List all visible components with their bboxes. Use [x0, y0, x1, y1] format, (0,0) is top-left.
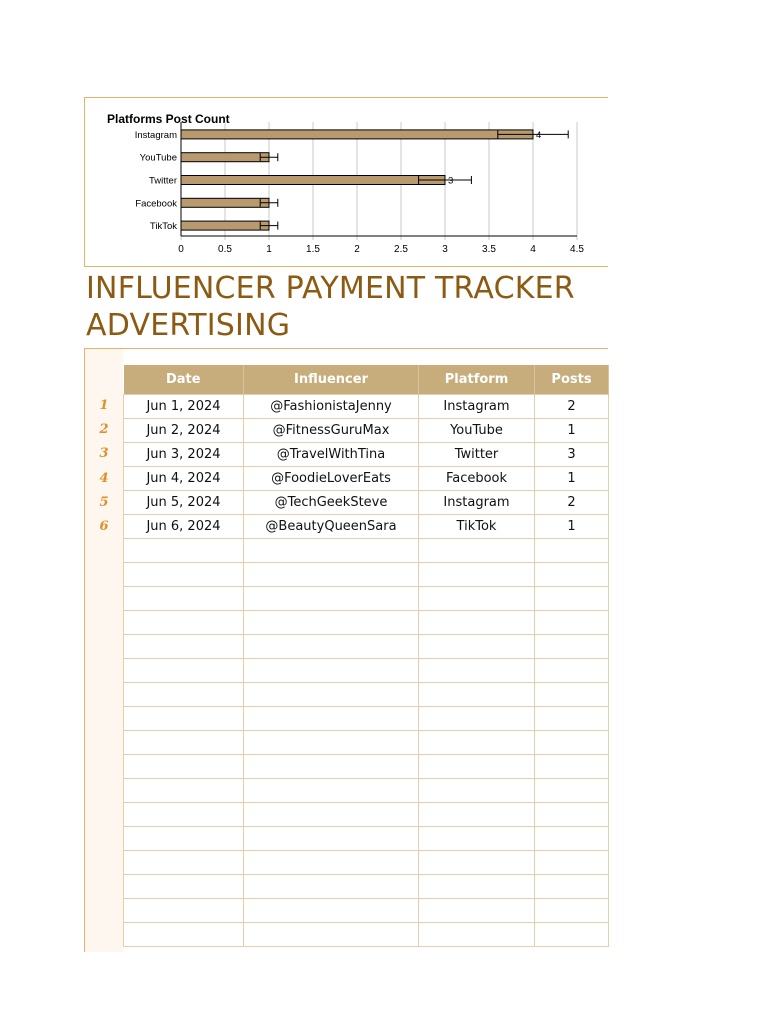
- cell-date[interactable]: Jun 1, 2024: [124, 395, 244, 419]
- empty-cell[interactable]: [244, 899, 419, 923]
- cell-posts[interactable]: 1: [535, 419, 609, 443]
- empty-cell[interactable]: [419, 851, 535, 875]
- empty-cell[interactable]: [419, 539, 535, 563]
- empty-cell[interactable]: [124, 587, 244, 611]
- empty-cell[interactable]: [124, 683, 244, 707]
- empty-cell[interactable]: [419, 803, 535, 827]
- bar: [181, 176, 445, 185]
- table-row[interactable]: [124, 515, 609, 539]
- y-category-label: TikTok: [149, 221, 177, 233]
- empty-cell[interactable]: [244, 875, 419, 899]
- table-row[interactable]: [124, 419, 609, 443]
- empty-cell[interactable]: [244, 707, 419, 731]
- empty-cell[interactable]: [419, 587, 535, 611]
- bar: [181, 153, 269, 162]
- empty-cell[interactable]: [535, 635, 609, 659]
- empty-cell[interactable]: [419, 635, 535, 659]
- column-header-date[interactable]: Date: [124, 365, 244, 395]
- empty-cell[interactable]: [419, 899, 535, 923]
- cell-influencer[interactable]: @FashionistaJenny: [244, 395, 419, 419]
- empty-table-row[interactable]: [124, 755, 609, 779]
- cell-date[interactable]: Jun 6, 2024: [124, 515, 244, 539]
- empty-table-row[interactable]: [124, 539, 609, 563]
- cell-date[interactable]: Jun 2, 2024: [124, 419, 244, 443]
- empty-table-row[interactable]: [124, 587, 609, 611]
- y-category-label: YouTube: [139, 152, 177, 164]
- x-tick-label: 3.5: [482, 244, 496, 255]
- empty-table-row[interactable]: [124, 563, 609, 587]
- empty-table-row[interactable]: [124, 923, 609, 947]
- empty-cell[interactable]: [124, 659, 244, 683]
- empty-cell[interactable]: [244, 803, 419, 827]
- empty-cell[interactable]: [419, 755, 535, 779]
- empty-cell[interactable]: [535, 539, 609, 563]
- empty-cell[interactable]: [124, 755, 244, 779]
- empty-cell[interactable]: [124, 539, 244, 563]
- empty-cell[interactable]: [419, 707, 535, 731]
- bar: [181, 130, 533, 139]
- column-header-posts[interactable]: Posts: [535, 365, 609, 395]
- empty-cell[interactable]: [535, 587, 609, 611]
- y-category-label: Facebook: [135, 198, 177, 210]
- cell-platform[interactable]: YouTube: [419, 419, 535, 443]
- cell-date[interactable]: Jun 4, 2024: [124, 467, 244, 491]
- cell-posts[interactable]: 2: [535, 491, 609, 515]
- row-number: 5: [99, 494, 109, 510]
- cell-influencer[interactable]: @TechGeekSteve: [244, 491, 419, 515]
- bar: [181, 221, 269, 230]
- empty-cell[interactable]: [124, 875, 244, 899]
- data-label: 3: [448, 175, 454, 187]
- empty-cell[interactable]: [244, 563, 419, 587]
- empty-table-row[interactable]: [124, 707, 609, 731]
- table-row[interactable]: [124, 467, 609, 491]
- column-header-influencer[interactable]: Influencer: [244, 365, 419, 395]
- column-header-platform[interactable]: Platform: [419, 365, 535, 395]
- empty-cell[interactable]: [535, 851, 609, 875]
- empty-cell[interactable]: [535, 563, 609, 587]
- empty-cell[interactable]: [244, 635, 419, 659]
- x-tick-label: 4: [530, 244, 536, 255]
- empty-cell[interactable]: [124, 611, 244, 635]
- empty-table-row[interactable]: [124, 803, 609, 827]
- empty-cell[interactable]: [244, 827, 419, 851]
- chart-title: Platforms Post Count: [107, 112, 230, 126]
- empty-table-row[interactable]: [124, 611, 609, 635]
- row-number: 4: [99, 470, 109, 486]
- table-row[interactable]: [124, 491, 609, 515]
- empty-cell[interactable]: [535, 683, 609, 707]
- empty-cell[interactable]: [535, 659, 609, 683]
- x-tick-label: 1: [266, 244, 272, 255]
- x-tick-label: 2: [354, 244, 360, 255]
- empty-table-row[interactable]: [124, 635, 609, 659]
- row-number: 6: [99, 519, 109, 534]
- empty-cell[interactable]: [535, 779, 609, 803]
- cell-posts[interactable]: 1: [535, 467, 609, 491]
- empty-cell[interactable]: [244, 683, 419, 707]
- empty-cell[interactable]: [244, 851, 419, 875]
- cell-platform[interactable]: TikTok: [419, 515, 535, 539]
- x-tick-label: 1.5: [306, 244, 320, 255]
- empty-cell[interactable]: [124, 635, 244, 659]
- empty-cell[interactable]: [535, 707, 609, 731]
- cell-influencer[interactable]: @FoodieLoverEats: [244, 467, 419, 491]
- empty-table-row[interactable]: [124, 827, 609, 851]
- empty-cell[interactable]: [124, 899, 244, 923]
- empty-cell[interactable]: [124, 851, 244, 875]
- table-header-row: [124, 365, 609, 395]
- platforms-bar-chart: [85, 98, 609, 268]
- cell-platform[interactable]: Instagram: [419, 491, 535, 515]
- cell-influencer[interactable]: @TravelWithTina: [244, 443, 419, 467]
- empty-table-row[interactable]: [124, 851, 609, 875]
- cell-posts[interactable]: 1: [535, 515, 609, 539]
- empty-table-row[interactable]: [124, 875, 609, 899]
- empty-cell[interactable]: [244, 539, 419, 563]
- empty-cell[interactable]: [124, 563, 244, 587]
- x-tick-label: 4.5: [570, 244, 584, 255]
- empty-cell[interactable]: [124, 803, 244, 827]
- empty-cell[interactable]: [244, 611, 419, 635]
- x-tick-label: 0.5: [218, 244, 232, 255]
- cell-platform[interactable]: Facebook: [419, 467, 535, 491]
- empty-cell[interactable]: [419, 611, 535, 635]
- table-row[interactable]: [124, 443, 609, 467]
- empty-cell[interactable]: [244, 755, 419, 779]
- table-row[interactable]: [124, 395, 609, 419]
- payment-table: [123, 365, 609, 947]
- cell-posts[interactable]: 2: [535, 395, 609, 419]
- empty-cell[interactable]: [419, 683, 535, 707]
- empty-cell[interactable]: [535, 731, 609, 755]
- empty-cell[interactable]: [124, 779, 244, 803]
- data-label: 4: [536, 129, 542, 141]
- empty-cell[interactable]: [535, 827, 609, 851]
- empty-cell[interactable]: [535, 899, 609, 923]
- page-title: [86, 270, 575, 344]
- y-category-label: Instagram: [134, 129, 177, 141]
- y-category-label: Twitter: [149, 175, 177, 187]
- empty-cell[interactable]: [419, 875, 535, 899]
- empty-cell[interactable]: [124, 923, 244, 947]
- empty-cell[interactable]: [124, 827, 244, 851]
- table-body: [124, 395, 609, 947]
- empty-table-row[interactable]: [124, 779, 609, 803]
- empty-cell[interactable]: [244, 779, 419, 803]
- bar: [181, 198, 269, 207]
- cell-posts[interactable]: 3: [535, 443, 609, 467]
- empty-cell[interactable]: [419, 659, 535, 683]
- empty-table-row[interactable]: [124, 731, 609, 755]
- cell-date[interactable]: Jun 3, 2024: [124, 443, 244, 467]
- row-number: 2: [99, 422, 109, 438]
- empty-cell[interactable]: [419, 563, 535, 587]
- empty-cell[interactable]: [419, 827, 535, 851]
- empty-table-row[interactable]: [124, 899, 609, 923]
- empty-cell[interactable]: [244, 923, 419, 947]
- empty-cell[interactable]: [535, 803, 609, 827]
- empty-cell[interactable]: [419, 731, 535, 755]
- cell-platform[interactable]: Instagram: [419, 395, 535, 419]
- row-number: 1: [99, 398, 109, 413]
- empty-cell[interactable]: [244, 587, 419, 611]
- page-title-line-2: ADVERTISING: [86, 308, 291, 343]
- empty-cell[interactable]: [419, 923, 535, 947]
- empty-cell[interactable]: [244, 731, 419, 755]
- page-title-line-1: INFLUENCER PAYMENT TRACKER: [86, 271, 575, 306]
- cell-platform[interactable]: Twitter: [419, 443, 535, 467]
- empty-table-row[interactable]: [124, 659, 609, 683]
- x-tick-label: 2.5: [394, 244, 408, 255]
- row-number: 3: [99, 446, 109, 462]
- x-tick-label: 0: [178, 244, 184, 255]
- empty-cell[interactable]: [535, 755, 609, 779]
- empty-cell[interactable]: [535, 923, 609, 947]
- empty-cell[interactable]: [124, 731, 244, 755]
- cell-influencer[interactable]: @FitnessGuruMax: [244, 419, 419, 443]
- x-tick-label: 3: [442, 244, 448, 255]
- empty-cell[interactable]: [124, 707, 244, 731]
- empty-cell[interactable]: [419, 779, 535, 803]
- chart-panel: [84, 97, 608, 267]
- cell-date[interactable]: Jun 5, 2024: [124, 491, 244, 515]
- empty-cell[interactable]: [535, 875, 609, 899]
- empty-cell[interactable]: [535, 611, 609, 635]
- empty-cell[interactable]: [244, 659, 419, 683]
- cell-influencer[interactable]: @BeautyQueenSara: [244, 515, 419, 539]
- empty-table-row[interactable]: [124, 683, 609, 707]
